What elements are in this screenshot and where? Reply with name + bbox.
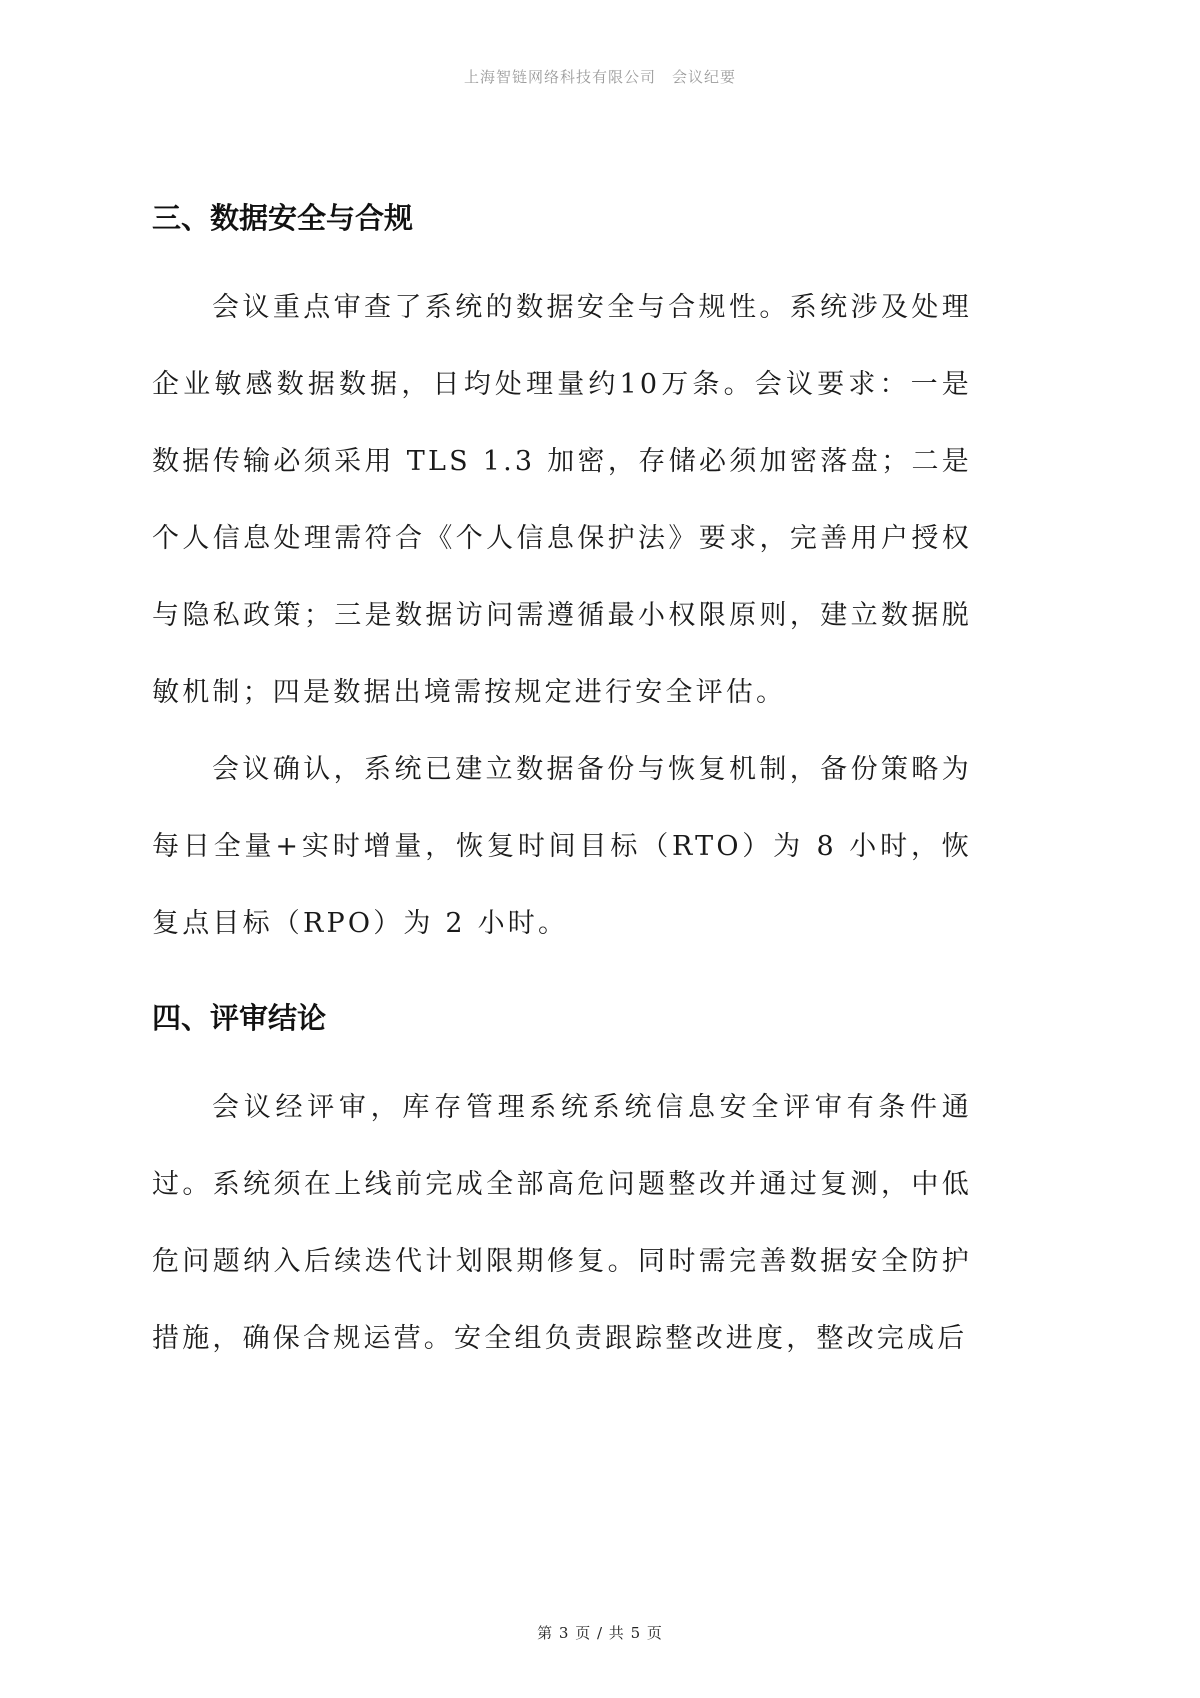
paragraph-data-security-requirements: 会议重点审查了系统的数据安全与合规性。系统涉及处理企业敏感数据数据，日均处理量约10万条。会议要求：一是数据传输必须采用 TLS 1.3 加密，存储必须加密落盘；二是个人信息处理需符合《个人信息保护法》要求，完善用户授权与隐私政策；三是数据访问需遵循最小权限原则，建立数据脱敏机制；四是数据出境需按规定进行安全评估。 [152, 292, 972, 708]
page-number: 第 3 页 / 共 5 页 [537, 1624, 663, 1642]
paragraph-review-conclusion: 会议经评审，库存管理系统系统信息安全评审有条件通过。系统须在上线前完成全部高危问题整改并通过复测，中低危问题纳入后续迭代计划限期修复。同时需完善数据安全防护措施，确保合规运营。安全组负责跟踪整改进度，整改完成后 [152, 1092, 972, 1354]
header-doc-type: 会议纪要 [672, 68, 737, 86]
header-company: 上海智链网络科技有限公司 [463, 68, 656, 86]
document-body [152, 196, 972, 1377]
page-header [0, 66, 1200, 87]
section-heading-review-conclusion: 四、评审结论 [152, 1001, 327, 1035]
paragraph-backup-recovery: 会议确认，系统已建立数据备份与恢复机制，备份策略为每日全量+实时增量，恢复时间目标（RTO）为 8 小时，恢复点目标（RPO）为 2 小时。 [152, 754, 972, 939]
section-heading-data-security: 三、数据安全与合规 [152, 201, 414, 235]
